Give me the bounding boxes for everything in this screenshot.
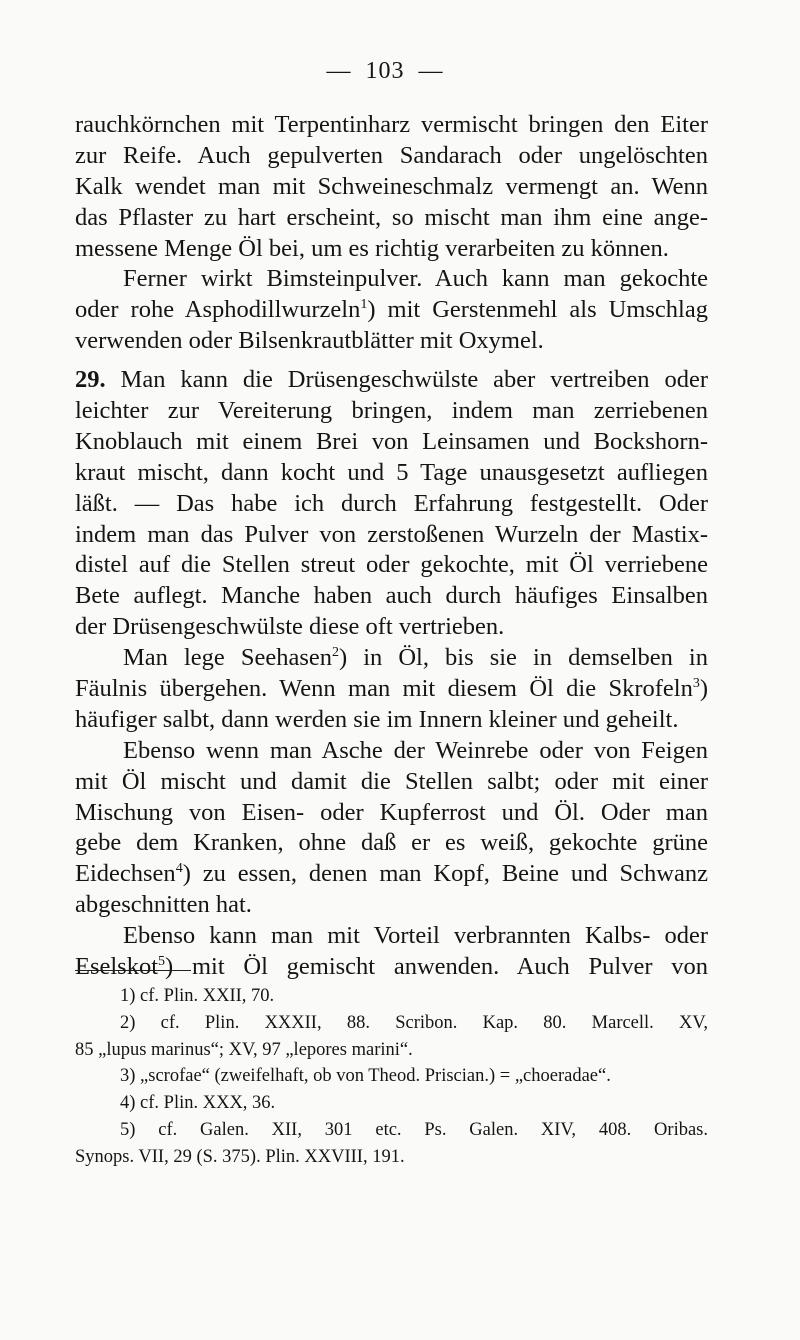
text-line: Mischung von Eisen- oder Kupferrost und Öl. Oder man: [75, 798, 708, 826]
text-line: indem man das Pulver von zerstoßenen Wurzeln der Mastix-: [75, 520, 708, 548]
footnote: Synops. VII, 29 (S. 375). Plin. XXVIII, 191.: [75, 1146, 405, 1167]
footnote-ref: 2: [332, 645, 339, 661]
text-line: Bete auflegt. Manche haben auch durch häufiges Einsalben: [75, 582, 708, 610]
footnote: 4) cf. Plin. XXX, 36.: [120, 1093, 276, 1114]
page-number: 103: [365, 58, 405, 84]
text-line: mit Öl mischt und damit die Stellen salbt; oder mit einer: [75, 767, 708, 795]
page-number-dash-right: —: [418, 58, 444, 84]
text-line: Ebenso kann man mit Vorteil verbrannten Kalbs- oder: [123, 922, 708, 950]
text-line: rauchkörnchen mit Terpentinharz vermischt bringen den Eiter: [75, 111, 708, 138]
page-header: [0, 58, 770, 85]
text-line: Man lege Seehasen$^2$) in Öl, bis sie in demselben in: [123, 644, 708, 672]
footnote-ref: 4: [175, 861, 183, 877]
footnote-divider: [75, 970, 191, 971]
footnote: 85 „lupus marinus“; XV, 97 „lepores marini“.: [75, 1039, 413, 1060]
footnotes: [75, 983, 708, 1171]
text-line: Kalk wendet man mit Schweineschmalz vermengt an. Wenn: [75, 172, 708, 200]
section-number: 29.: [75, 366, 106, 394]
text-line: leichter zur Vereiterung bringen, indem man zerriebenen: [75, 397, 708, 425]
footnote-ref: 1: [360, 297, 368, 313]
text-line: das Pflaster zu hart erscheint, so mischt man ihm eine ange-: [75, 203, 708, 231]
footnote: 2) cf. Plin. XXXII, 88. Scribon. Kap. 80. Marcell. XV,: [120, 1012, 708, 1033]
text-line: läßt. — Das habe ich durch Erfahrung festgestellt. Oder: [75, 489, 708, 517]
text-line: messene Menge Öl bei, um es richtig verarbeiten zu können.: [75, 234, 669, 262]
text-line: Ferner wirkt Bimsteinpulver. Auch kann man gekochte: [123, 265, 708, 293]
text-line: kraut mischt, dann kocht und 5 Tage unausgesetzt aufliegen: [75, 458, 708, 486]
text-line: verwenden oder Bilsenkrautblätter mit Oxymel.: [75, 327, 544, 355]
footnote-ref: 5: [158, 954, 166, 970]
text-line: Knoblauch mit einem Brei von Leinsamen und Bockshorn-: [75, 427, 708, 455]
text-line: distel auf die Stellen streut oder gekochte, mit Öl verriebene: [75, 551, 708, 579]
footnote-ref: 3: [692, 676, 700, 692]
text-line: der Drüsengeschwülste diese oft vertrieben.: [75, 613, 505, 641]
footnote: 1) cf. Plin. XXII, 70.: [120, 986, 275, 1006]
footnote: 5) cf. Galen. XII, 301 etc. Ps. Galen. XIV, 408. Oribas.: [120, 1119, 708, 1140]
body-text: [75, 110, 708, 983]
text-line: Ebenso wenn man Asche der Weinrebe oder von Feigen: [123, 736, 708, 764]
text-line: abgeschnitten hat.: [75, 891, 252, 919]
page-number-dash-left: —: [326, 58, 352, 84]
text-line: 29. Man kann die Drüsengeschwülste aber vertreiben oder: [75, 366, 709, 394]
text-line: oder rohe Asphodillwurzeln$^1$) mit Gerstenmehl als Umschlag: [75, 296, 708, 324]
text-line: gebe dem Kranken, ohne daß er es weiß, gekochte grüne: [75, 829, 708, 857]
text-line: Eidechsen$^4$) zu essen, denen man Kopf, Beine und Schwanz: [75, 860, 708, 888]
footnote: 3) „scrofae“ (zweifelhaft, ob von Theod. Priscian.) = „choeradae“.: [120, 1066, 611, 1087]
text-line: Eselskot$^5$) mit Öl gemischt anwenden. Auch Pulver von: [75, 953, 708, 981]
text-line: Fäulnis übergehen. Wenn man mit diesem Öl die Skrofeln$^3$): [75, 675, 708, 703]
text-line: zur Reife. Auch gepulverten Sandarach oder ungelöschten: [75, 141, 708, 169]
text-line: häufiger salbt, dann werden sie im Innern kleiner und geheilt.: [75, 705, 679, 733]
